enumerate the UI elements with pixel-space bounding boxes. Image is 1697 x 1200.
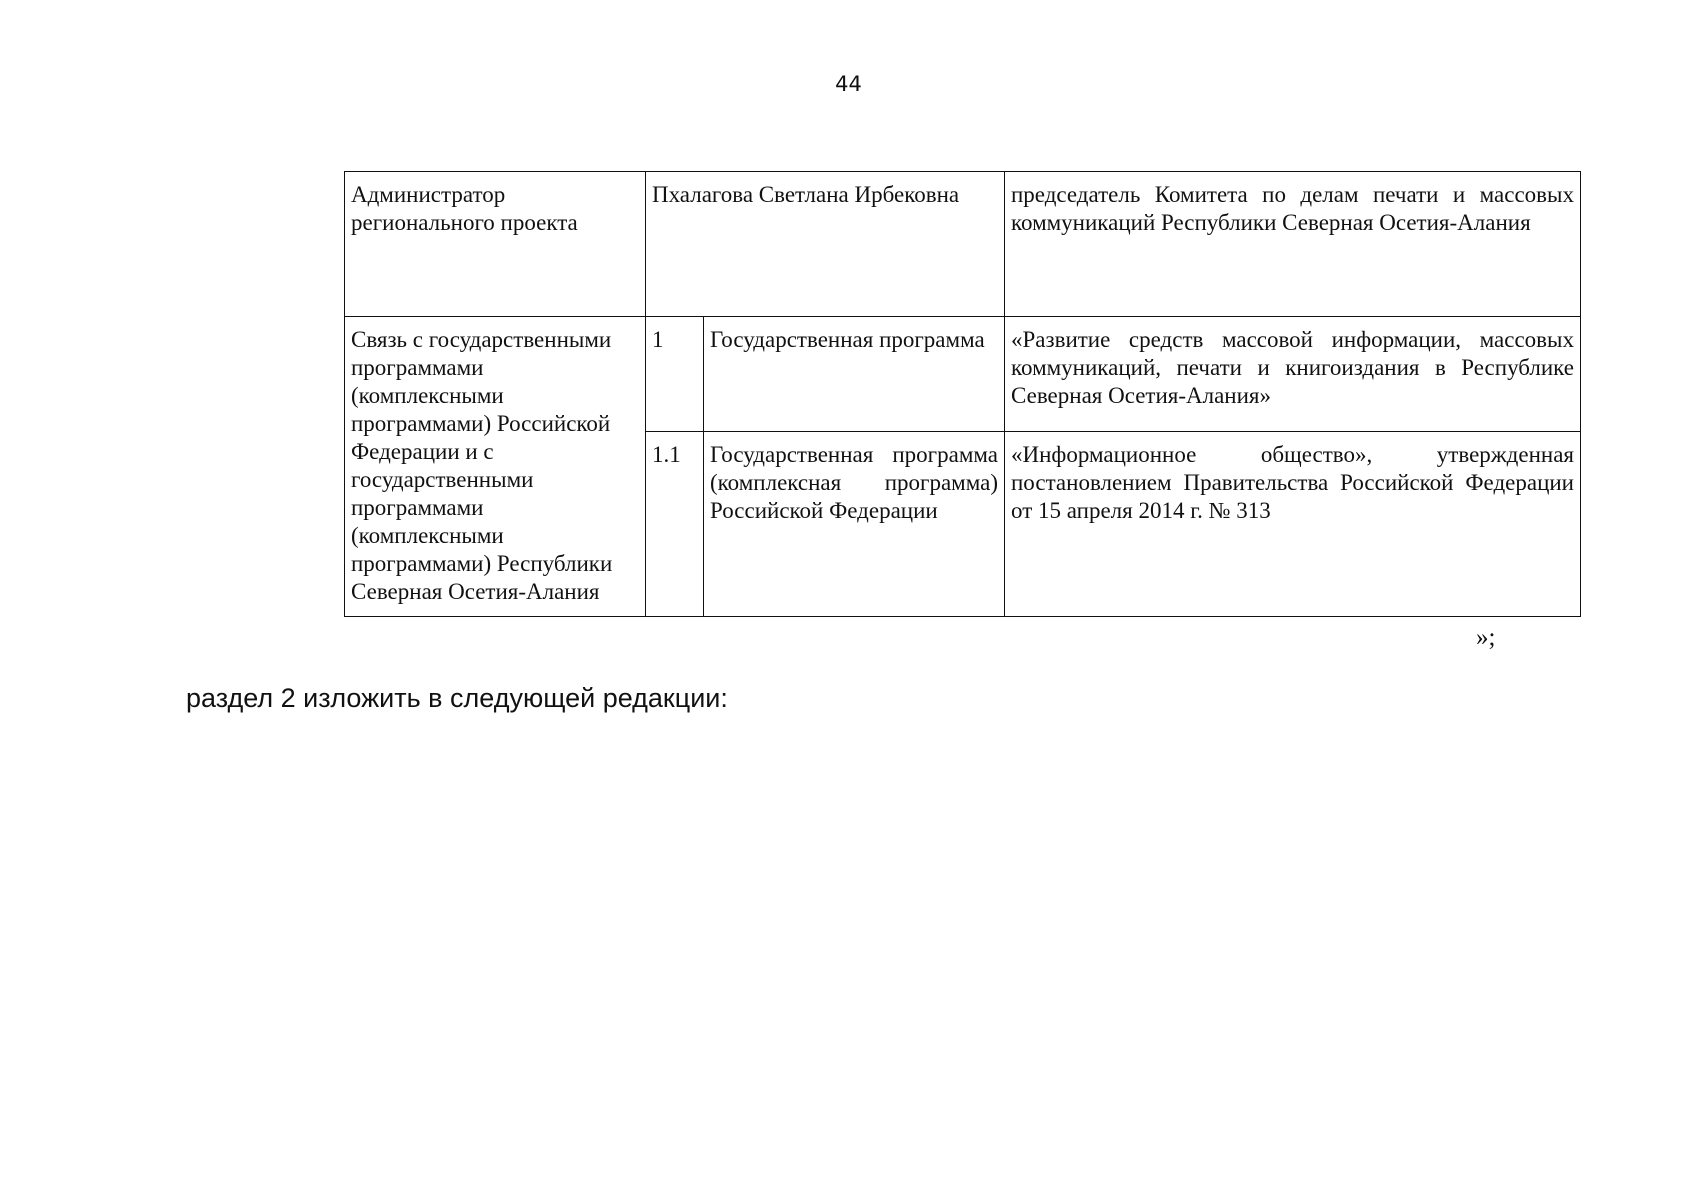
- program-row-1: [345, 317, 1581, 432]
- links-label-cell: [345, 317, 646, 617]
- administrator-position-cell: [1005, 172, 1581, 317]
- amendment-text: раздел 2 изложить в следующей редакции:: [186, 683, 728, 713]
- program-type: Государственная программа (комплексная программа) Российской Федерации: [710, 442, 998, 523]
- program-title: «Информационное общество», утвержденная постановлением Правительства Российской Федерации от 15 апреля 2014 г. № 313: [1011, 442, 1574, 523]
- program-number-cell: [646, 432, 704, 617]
- program-number-cell: [646, 317, 704, 432]
- administrator-label: Администратор регионального проекта: [351, 182, 578, 235]
- program-title-cell: [1005, 317, 1581, 432]
- program-type: Государственная программа: [710, 327, 985, 352]
- program-number: 1: [652, 327, 664, 352]
- program-number: 1.1: [652, 442, 681, 467]
- program-title-cell: [1005, 432, 1581, 617]
- program-title: «Развитие средств массовой информации, массовых коммуникаций, печати и книгоиздания в Республике Северная Осетия-Алания»: [1011, 327, 1574, 408]
- administrator-position: председатель Комитета по делам печати и массовых коммуникаций Республики Северная Осетия-Алания: [1011, 182, 1574, 235]
- page-number: 44: [835, 72, 862, 96]
- administrator-label-cell: [345, 172, 646, 317]
- links-label: Связь с государственными программами (комплексными программами) Российской Федерации и с государственными программами (комплексными программами) Республики Северная Осетия-Алания: [351, 327, 613, 604]
- closing-quote: »;: [1476, 624, 1496, 651]
- administrator-name: Пхалагова Светлана Ирбековна: [652, 182, 960, 207]
- program-type-cell: [704, 432, 1005, 617]
- program-type-cell: [704, 317, 1005, 432]
- administrator-row: [345, 172, 1581, 317]
- project-info-table: [344, 171, 1581, 617]
- administrator-name-cell: [646, 172, 1005, 317]
